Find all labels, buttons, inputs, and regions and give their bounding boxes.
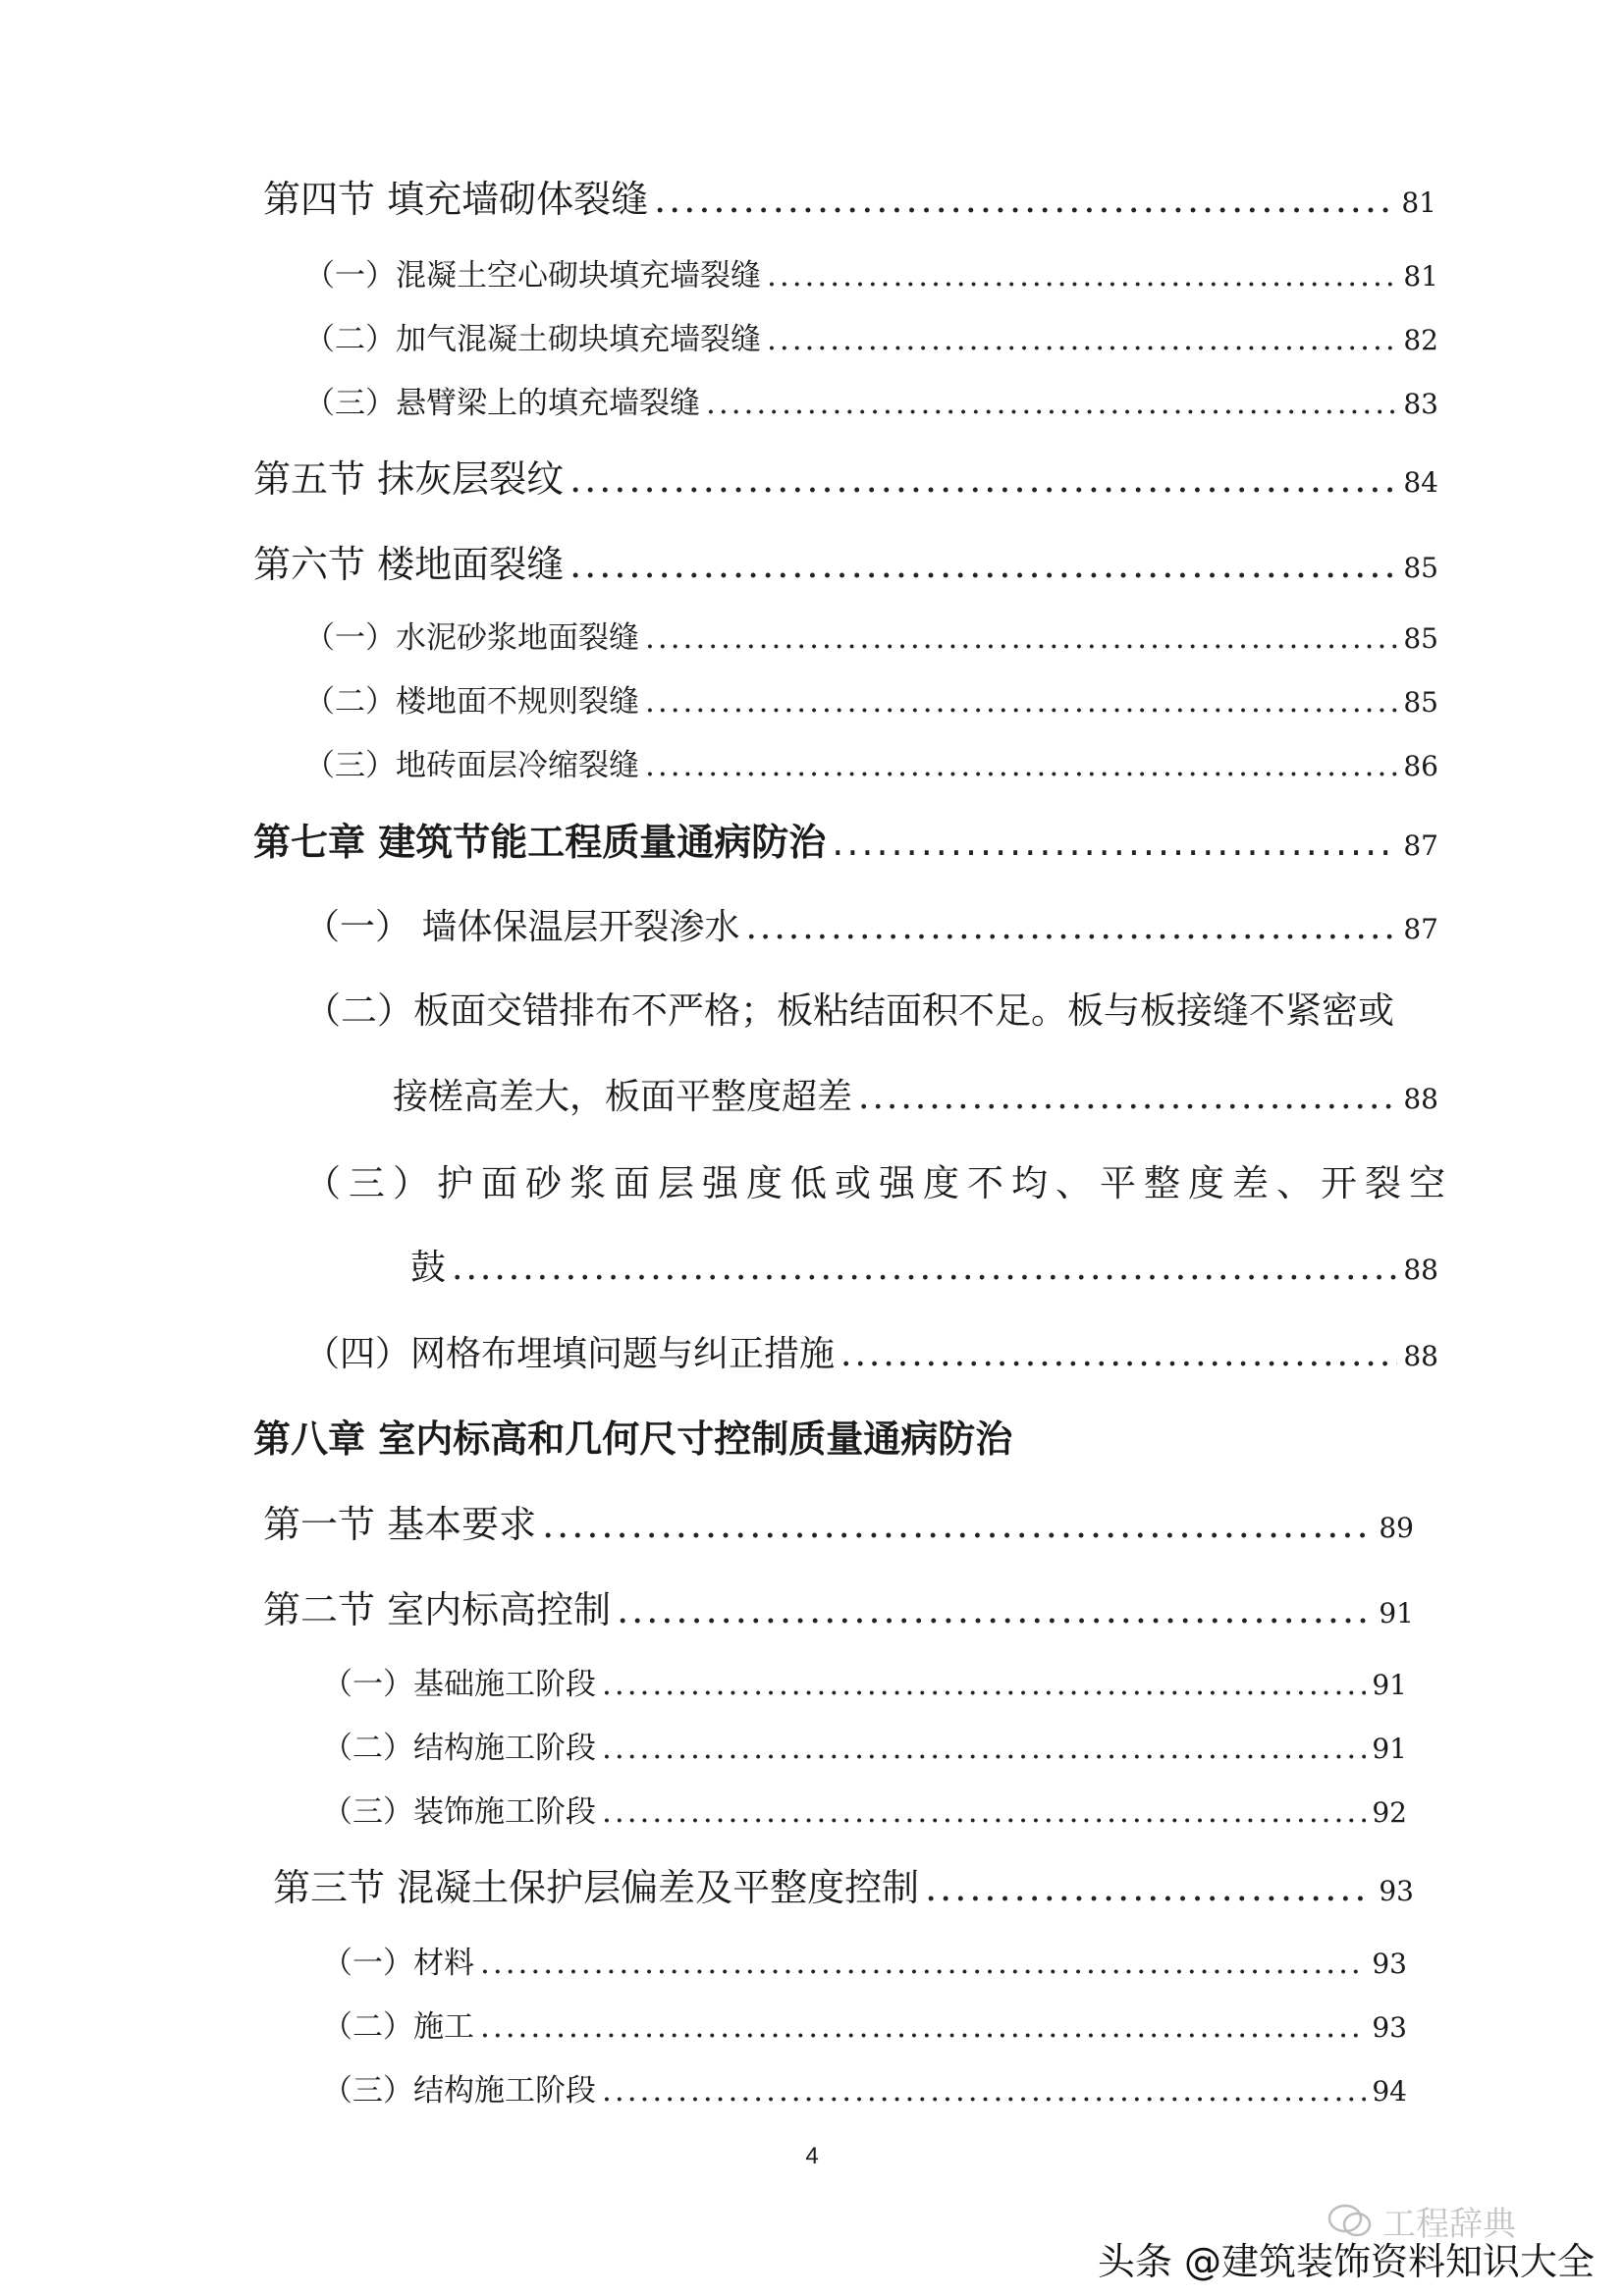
leader-dots — [569, 535, 1397, 594]
toc-entry-4-2[interactable] — [304, 310, 1438, 369]
toc-title: （三）装饰施工阶段 — [322, 1794, 596, 1830]
toc-page: 93 — [1372, 2011, 1407, 2044]
toc-title: 第二节 室内标高控制 — [263, 1588, 612, 1631]
toc-page: 91 — [1372, 1733, 1407, 1765]
toc-entry-7-1[interactable] — [304, 898, 1438, 957]
leader-dots — [602, 2061, 1366, 2120]
toc-page: 85 — [1403, 622, 1438, 655]
leader-dots — [617, 1580, 1373, 1639]
leader-dots — [840, 1325, 1397, 1384]
leader-dots — [858, 1068, 1397, 1127]
page-number: 4 — [805, 2143, 819, 2169]
toc-title: （一）基础施工阶段 — [322, 1667, 596, 1702]
toc-page: 83 — [1403, 388, 1438, 420]
toc-title: （一）水泥砂浆地面裂缝 — [304, 620, 639, 656]
toc-entry-6-1[interactable] — [304, 609, 1438, 667]
toc-title: 接槎高差大，板面平整度超差 — [393, 1077, 853, 1117]
toc-entry-8-section-2[interactable] — [263, 1580, 1414, 1639]
toc-title: （三）悬臂梁上的填充墙裂缝 — [304, 386, 700, 421]
toc-entry-4-3[interactable] — [304, 374, 1438, 433]
toc-title: （四）网格布埋填问题与纠正措施 — [304, 1334, 836, 1374]
toc-entry-chapter-8[interactable]: 第八章 室内标高和几何尺寸控制质量通病防治 — [253, 1417, 1013, 1461]
leader-dots — [569, 450, 1397, 508]
toc-entry-7-3-line2[interactable] — [410, 1239, 1438, 1298]
toc-title: （二）楼地面不规则裂缝 — [304, 684, 639, 720]
leader-dots — [602, 1655, 1366, 1714]
toc-entry-6-2[interactable] — [304, 672, 1438, 731]
watermark-logo-text: 工程辞典 — [1382, 2205, 1516, 2244]
toc-entry-7-3-line1[interactable]: （三）护面砂浆面层强度低或强度不均、平整度差、开裂空 — [304, 1162, 1453, 1204]
toc-page: 81 — [1403, 260, 1438, 293]
leader-dots — [645, 736, 1397, 795]
leader-dots — [925, 1858, 1373, 1917]
toc-title: （一） 墙体保温层开裂渗水 — [304, 907, 740, 947]
leader-dots — [706, 374, 1397, 433]
toc-entry-8-2-2[interactable] — [322, 1719, 1407, 1778]
toc-title: （一）混凝土空心砌块填充墙裂缝 — [304, 258, 761, 294]
leader-dots — [542, 1495, 1373, 1554]
toc-title: 第六节 楼地面裂缝 — [253, 543, 565, 586]
leader-dots — [654, 170, 1395, 229]
toc-entry-8-section-1[interactable] — [263, 1495, 1414, 1554]
toc-entry-8-3-2[interactable] — [322, 1998, 1407, 2056]
toc-page: 89 — [1379, 1512, 1414, 1544]
leader-dots — [645, 609, 1397, 667]
leader-dots — [767, 310, 1397, 369]
toc-page: 86 — [1403, 750, 1438, 782]
leader-dots — [480, 1998, 1366, 2056]
toc-entry-6-3[interactable] — [304, 736, 1438, 795]
leader-dots — [602, 1783, 1366, 1842]
toc-entry-section-6[interactable] — [253, 535, 1438, 594]
toc-entry-4-1[interactable] — [304, 246, 1438, 305]
toc-title: （二）加气混凝土砌块填充墙裂缝 — [304, 322, 761, 357]
toc-page: 88 — [1403, 1254, 1438, 1286]
toc-title: （一）材料 — [322, 1946, 474, 1981]
toc-title: （二）施工 — [322, 2009, 474, 2045]
toc-entry-section-4[interactable] — [263, 170, 1436, 229]
toc-page: 85 — [1403, 686, 1438, 719]
toc-entry-chapter-7[interactable] — [253, 813, 1438, 872]
toc-page: 93 — [1372, 1948, 1407, 1980]
source-watermark: 头条 @建筑装饰资料知识大全 — [1097, 2239, 1595, 2283]
leader-dots — [452, 1239, 1397, 1298]
leader-dots — [745, 898, 1397, 957]
toc-title: 鼓 — [410, 1248, 447, 1288]
toc-page: 87 — [1403, 829, 1438, 862]
toc-page: 81 — [1401, 187, 1436, 219]
toc-page: 88 — [1403, 1083, 1438, 1115]
toc-title: （三）地砖面层冷缩裂缝 — [304, 748, 639, 783]
toc-entry-8-2-3[interactable] — [322, 1783, 1407, 1842]
leader-dots — [645, 672, 1397, 731]
toc-entry-8-3-3[interactable] — [322, 2061, 1407, 2120]
toc-page: 93 — [1379, 1875, 1414, 1907]
toc-title: 第七章 建筑节能工程质量通病防治 — [253, 821, 827, 864]
toc-title: 第一节 基本要求 — [263, 1503, 537, 1546]
toc-page: 88 — [1403, 1340, 1438, 1372]
toc-entry-section-5[interactable] — [253, 450, 1438, 508]
toc-title: 第五节 抹灰层裂纹 — [253, 457, 565, 501]
toc-page: 94 — [1372, 2075, 1407, 2108]
toc-entry-7-2-line1[interactable]: （二）板面交错排布不严格；板粘结面积不足。板与板接缝不紧密或 — [304, 989, 1394, 1032]
toc-title: （二）结构施工阶段 — [322, 1731, 596, 1766]
toc-title: 第三节 混凝土保护层偏差及平整度控制 — [273, 1866, 920, 1909]
leader-dots — [767, 246, 1397, 305]
toc-entry-7-4[interactable] — [304, 1325, 1438, 1384]
toc-page: 84 — [1403, 466, 1438, 499]
toc-entry-8-2-1[interactable] — [322, 1655, 1407, 1714]
toc-title: （三）结构施工阶段 — [322, 2073, 596, 2109]
leader-dots — [832, 813, 1397, 872]
toc-entry-7-2-line2[interactable] — [393, 1068, 1438, 1127]
toc-entry-8-3-1[interactable] — [322, 1934, 1407, 1993]
toc-page: 91 — [1372, 1669, 1407, 1701]
toc-page: 91 — [1379, 1597, 1414, 1629]
leader-dots — [480, 1934, 1366, 1993]
leader-dots — [602, 1719, 1366, 1778]
toc-entry-8-section-3[interactable] — [273, 1858, 1414, 1917]
toc-page: 85 — [1403, 552, 1438, 584]
toc-title: 第四节 填充墙砌体裂缝 — [263, 178, 649, 221]
toc-page: 82 — [1403, 324, 1438, 356]
toc-page: 92 — [1372, 1796, 1407, 1829]
toc-page: 87 — [1403, 913, 1438, 945]
